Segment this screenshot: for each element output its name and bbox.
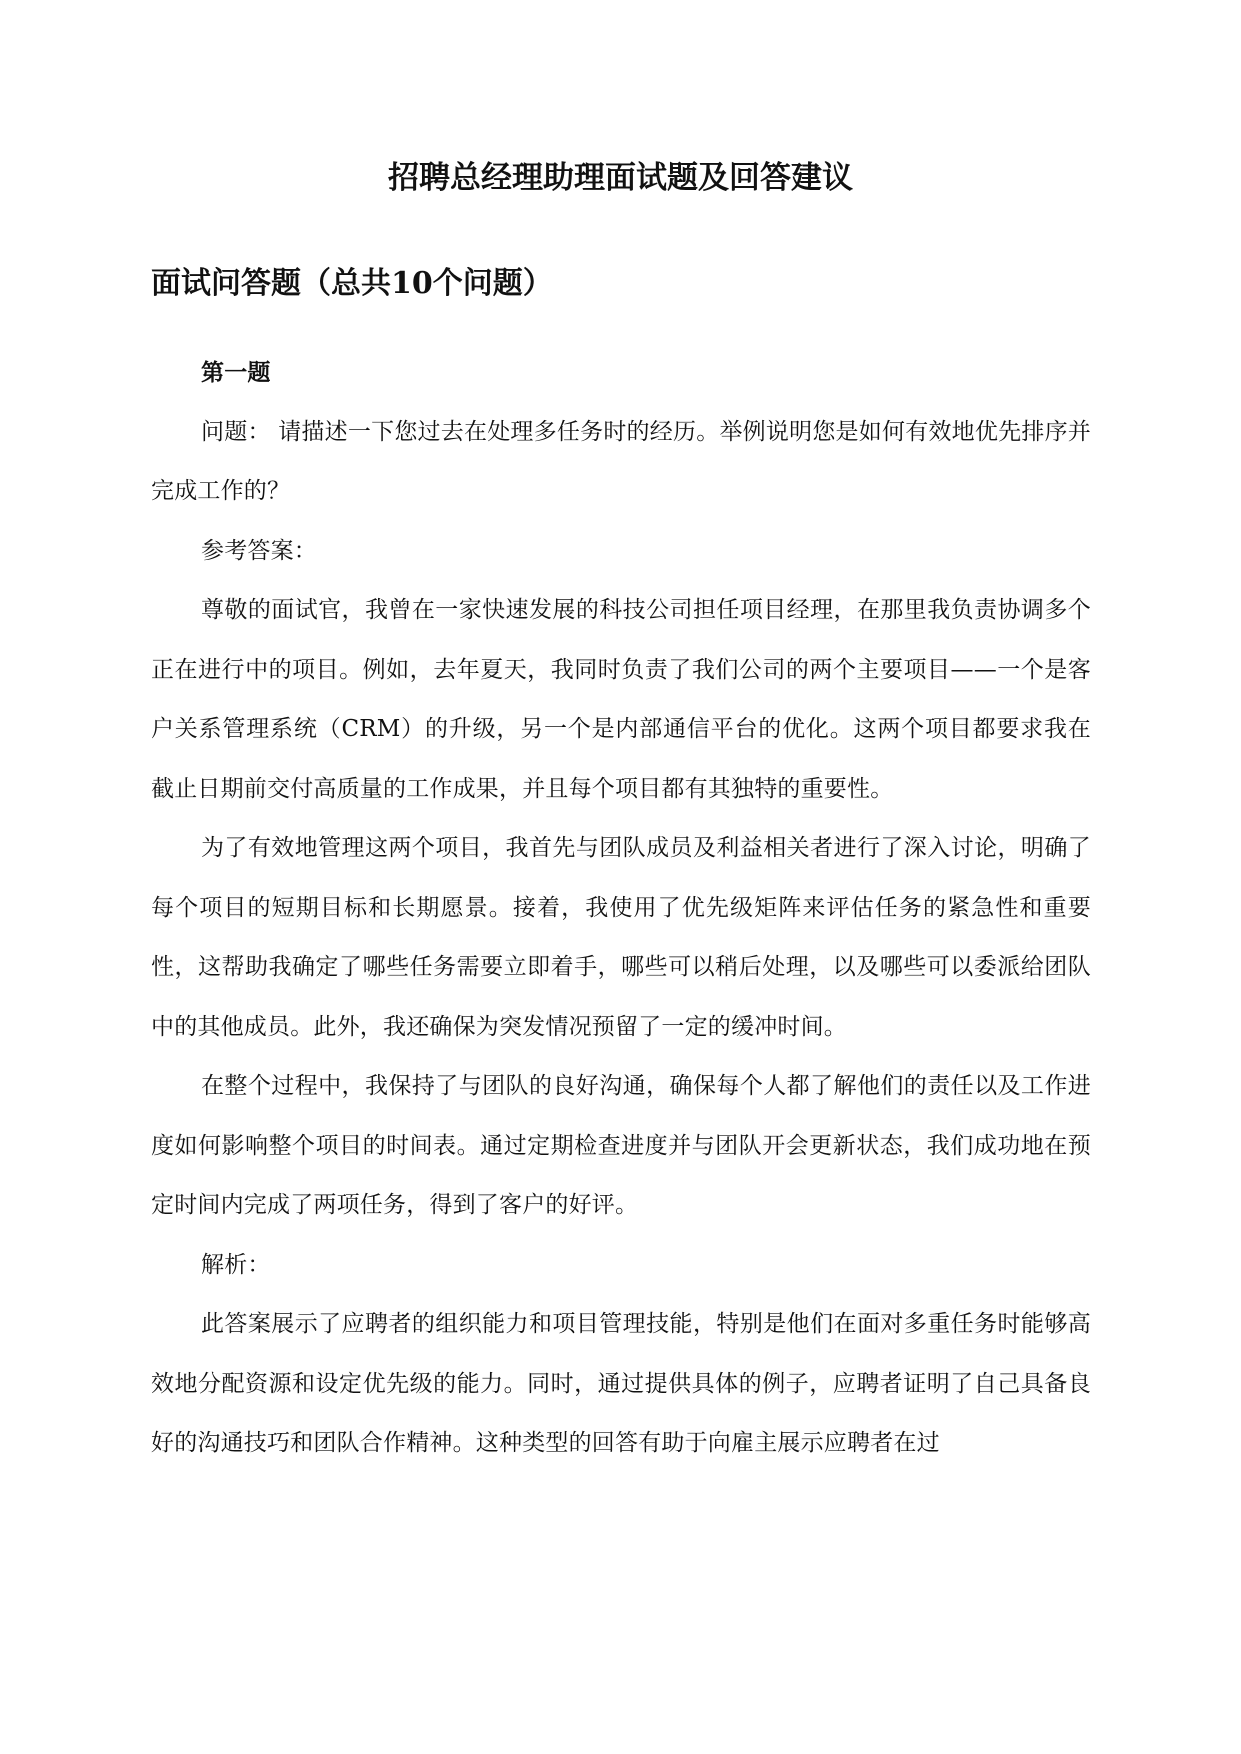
answer-paragraph-2: 为了有效地管理这两个项目，我首先与团队成员及利益相关者进行了深入讨论，明确了每个项目的短期目标和长期愿景。接着，我使用了优先级矩阵来评估任务的紧急性和重要性，这帮助我确定了哪些任务需要立即着手，哪些可以稍后处理，以及哪些可以委派给团队中的其他成员。此外，我还确保为突发情况预留了一定的缓冲时间。	[151, 835, 1091, 1040]
question-1-block	[151, 343, 1091, 1474]
question-text: 问题： 请描述一下您过去在处理多任务时的经历。举例说明您是如何有效地优先排序并完成工作的？	[151, 418, 1091, 504]
answer-paragraph-3: 在整个过程中，我保持了与团队的良好沟通，确保每个人都了解他们的责任以及工作进度如何影响整个项目的时间表。通过定期检查进度并与团队开会更新状态，我们成功地在预定时间内完成了两项任务，得到了客户的好评。	[151, 1073, 1091, 1218]
question-label: 第一题	[201, 359, 271, 386]
answer-label: 参考答案：	[201, 537, 317, 564]
answer-paragraph-1: 尊敬的面试官，我曾在一家快速发展的科技公司担任项目经理，在那里我负责协调多个正在进行中的项目。例如，去年夏天，我同时负责了我们公司的两个主要项目——一个是客户关系管理系统（CRM）的升级，另一个是内部通信平台的优化。这两个项目都要求我在截止日期前交付高质量的工作成果，并且每个项目都有其独特的重要性。	[151, 597, 1091, 802]
section-heading: 面试问答题（总共10个问题）	[151, 266, 553, 301]
analysis-paragraph-1: 此答案展示了应聘者的组织能力和项目管理技能，特别是他们在面对多重任务时能够高效地分配资源和设定优先级的能力。同时，通过提供具体的例子，应聘者证明了自己具备良好的沟通技巧和团队合作精神。这种类型的回答有助于向雇主展示应聘者在过	[151, 1311, 1091, 1456]
document-title: 招聘总经理助理面试题及回答建议	[388, 160, 853, 196]
analysis-label: 解析：	[201, 1251, 271, 1278]
